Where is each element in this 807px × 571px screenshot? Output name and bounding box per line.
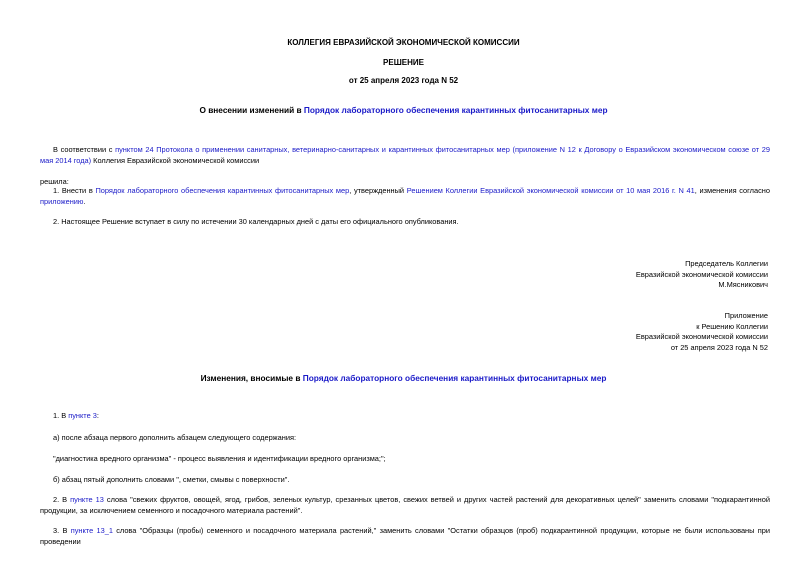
appendix-label: Приложение <box>724 311 768 320</box>
resolved-label: решила: <box>40 177 69 186</box>
decision-title-link[interactable]: Порядок лабораторного обеспечения карантинных фитосанитарных мер <box>303 105 608 115</box>
appendix-block <box>636 311 768 354</box>
procedure-link[interactable]: Порядок лабораторного обеспечения карантинных фитосанитарных мер <box>95 186 350 195</box>
decision-title-text: О внесении изменений в <box>199 105 304 115</box>
change-1-a: а) после абзаца первого дополнить абзацем следующего содержания: <box>53 433 297 442</box>
change-1-quote: "диагностика вредного организма" - процесс выявления и идентификации вредного организма;"; <box>53 454 386 463</box>
header-org: КОЛЛЕГИЯ ЕВРАЗИЙСКОЙ ЭКОНОМИЧЕСКОЙ КОМИССИИ <box>287 38 520 47</box>
signature-position: Председатель Коллегии <box>685 259 768 268</box>
point-13-1-link[interactable]: пункте 13_1 <box>70 526 113 535</box>
item-1-text-4: . <box>83 196 86 206</box>
changes-title-text: Изменения, вносимые в <box>200 373 303 383</box>
item-1-text-2: , утвержденный <box>349 186 407 195</box>
item-2-paragraph: 2. Настоящее Решение вступает в силу по истечении 30 календарных дней с даты его официального опубликования. <box>53 217 459 226</box>
change-3-text-1: 3. В <box>53 526 71 535</box>
appendix-date: от 25 апреля 2023 года N 52 <box>670 343 768 353</box>
signature-block <box>636 259 768 291</box>
signature-name: М.Мясникович <box>718 280 768 290</box>
change-3-text-2: слова "Образцы (пробы) семенного и посадочного материала растений," заменить словами "Остатки образцов (проб) подкарантинной продукции, которые не были использованы при проведении <box>40 526 770 546</box>
decision-41-link[interactable]: Решением Коллегии Евразийской экономической комиссии от 10 мая 2016 г. N 41 <box>406 186 695 195</box>
change-1 <box>40 411 770 422</box>
appendix-organization: Евразийской экономической комиссии <box>635 332 768 342</box>
preamble-paragraph <box>40 145 770 166</box>
protocol-link[interactable]: пунктом 24 Протокола о применении санитарных, ветеринарно-санитарных и карантинных фитосанитарных мер (приложение N 12 к Договору о Евразийском экономическом союзе от 29 мая 2014 года) <box>40 145 771 165</box>
change-1-text-2: : <box>96 411 99 420</box>
item-1-paragraph <box>40 186 770 207</box>
appendix-link[interactable]: приложению <box>40 196 84 206</box>
signature-organization: Евразийской экономической комиссии <box>635 269 768 279</box>
changes-title-link[interactable]: Порядок лабораторного обеспечения карантинных фитосанитарных мер <box>302 373 607 383</box>
change-3 <box>40 526 770 547</box>
changes-title <box>0 372 807 384</box>
appendix-ref: к Решению Коллегии <box>696 321 768 331</box>
point-3-link[interactable]: пункте 3 <box>68 411 97 420</box>
change-2-text-1: 2. В <box>53 495 71 504</box>
decision-title <box>0 104 807 116</box>
item-1-text-3: , изменения согласно <box>694 186 770 195</box>
header-doc-type: РЕШЕНИЕ <box>383 58 424 67</box>
point-13-link[interactable]: пункте 13 <box>70 495 104 504</box>
change-1-text-1: 1. В <box>53 411 69 420</box>
change-2-text-2: слова "свежих фруктов, овощей, ягод, грибов, зеленых культур, срезанных цветов, свежих ветвей и других частей растений для декоративных целей" заменить словами "подкарантинной продукции, за исключением семенного и посадочного материала растений". <box>40 495 770 515</box>
header-date-number: от 25 апреля 2023 года N 52 <box>348 76 459 85</box>
change-1-b: б) абзац пятый дополнить словами ", сметки, смывы с поверхности". <box>53 475 290 484</box>
item-1-text-1: 1. Внести в <box>53 186 96 195</box>
preamble-text-2: Коллегия Евразийской экономической комиссии <box>91 155 260 165</box>
change-2 <box>40 495 770 516</box>
preamble-text-1: В соответствии с <box>53 145 116 154</box>
